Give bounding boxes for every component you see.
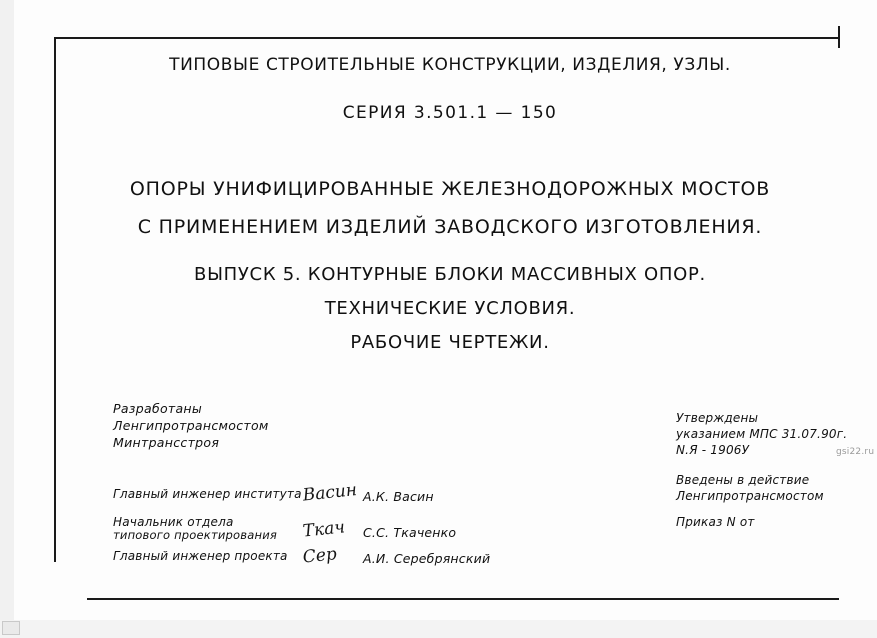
developed-by-org-1: Ленгипротрансмостом: [113, 418, 269, 433]
drawing-tick-top-right: [838, 26, 840, 48]
sub-title-line-3: РАБОЧИЕ ЧЕРТЕЖИ.: [350, 332, 550, 353]
approved-line-1: указанием МПС 31.07.90г.: [676, 427, 848, 441]
developed-by-block: [113, 400, 269, 451]
handwritten-signature: Сер: [301, 544, 338, 568]
signature-role-line-2: типового проектирования: [113, 528, 277, 542]
drawing-border-top: [54, 37, 838, 39]
series-line: СЕРИЯ 3.501.1 — 150: [342, 103, 558, 123]
main-title-line-1: ОПОРЫ УНИФИЦИРОВАННЫЕ ЖЕЛЕЗНОДОРОЖНЫХ МОСТОВ: [129, 178, 771, 200]
sub-title-line-2: ТЕХНИЧЕСКИЕ УСЛОВИЯ.: [324, 298, 576, 319]
enacted-org: Ленгипротрансмостом: [676, 489, 824, 503]
signatory-name: С.С. Ткаченко: [363, 525, 457, 540]
signatory-name: А.К. Васин: [363, 489, 434, 504]
signature-role: [113, 488, 302, 501]
approval-spacer: [676, 458, 847, 472]
handwritten-signature: Ткач: [301, 517, 346, 542]
document-header: [70, 55, 830, 123]
signature-role-line-1: Главный инженер проекта: [113, 549, 288, 563]
approval-block: [676, 410, 847, 530]
main-title-line-2: С ПРИМЕНЕНИЕМ ИЗДЕЛИЙ ЗАВОДСКОГО ИЗГОТОВЛЕНИЯ.: [137, 216, 763, 238]
scan-corner-mark: [2, 621, 20, 635]
main-title: [70, 170, 830, 246]
signature-role: [113, 550, 288, 563]
header-line: ТИПОВЫЕ СТРОИТЕЛЬНЫЕ КОНСТРУКЦИИ, ИЗДЕЛИЯ, УЗЛЫ.: [169, 55, 731, 75]
scan-edge-bottom: [0, 620, 877, 638]
scan-edge-left: [0, 0, 14, 638]
watermark: gsi22.ru: [836, 447, 875, 457]
approved-label: Утверждены: [676, 411, 759, 425]
signature-row: [113, 544, 533, 578]
order-line: Приказ N от: [676, 515, 755, 529]
sub-title-line-1: ВЫПУСК 5. КОНТУРНЫЕ БЛОКИ МАССИВНЫХ ОПОР.: [194, 264, 706, 285]
signature-block: [113, 480, 533, 578]
enacted-label: Введены в действие: [676, 473, 810, 487]
approved-line-2: N.Я - 1906У: [676, 443, 750, 457]
developed-by-label: Разработаны: [113, 401, 203, 416]
signatory-name: А.И. Серебрянский: [363, 551, 491, 566]
sub-title: [70, 258, 830, 360]
signature-role-line-1: Главный инженер института: [113, 487, 302, 501]
signature-row: [113, 480, 533, 516]
developed-by-org-2: Минтрансстроя: [113, 435, 220, 450]
signature-role: [113, 516, 277, 542]
signature-role-line-1: Начальник отдела: [113, 515, 234, 529]
drawing-border-bottom: [87, 598, 839, 600]
handwritten-signature: Васин: [301, 480, 358, 506]
drawing-border-left: [54, 37, 56, 562]
